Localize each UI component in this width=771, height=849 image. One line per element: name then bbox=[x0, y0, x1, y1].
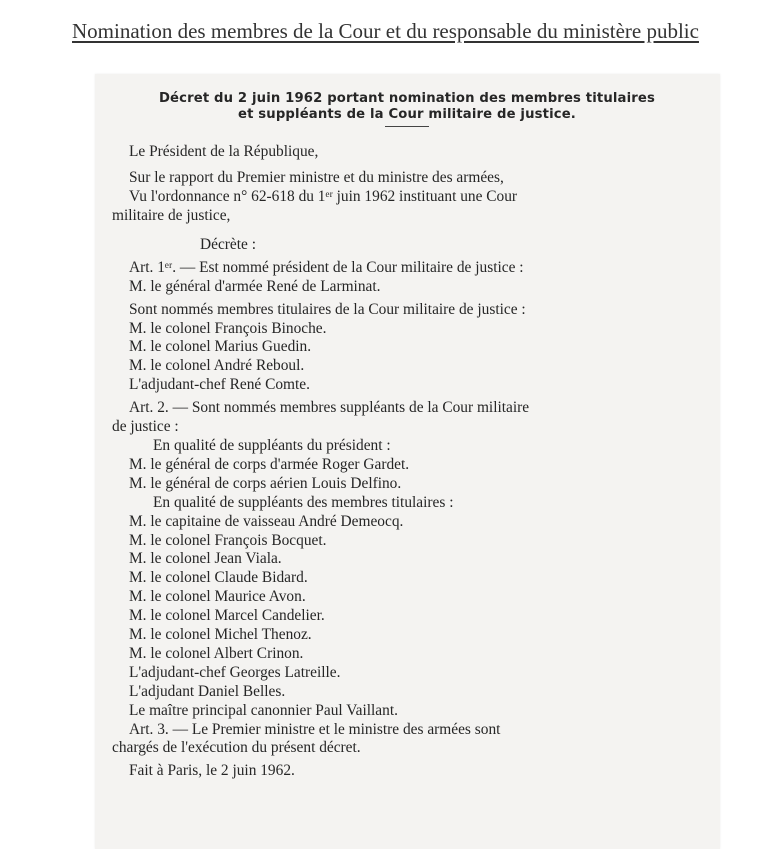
list-item: M. le général de corps d'armée Roger Gardet. bbox=[129, 455, 410, 473]
list-item: L'adjudant-chef René Comte. bbox=[129, 376, 310, 394]
list-item: L'adjudant Daniel Belles. bbox=[129, 682, 286, 700]
list-item: M. le colonel Claude Bidard. bbox=[129, 569, 308, 587]
fait-line: Fait à Paris, le 2 juin 1962. bbox=[129, 762, 295, 780]
titulaires-intro: Sont nommés membres titulaires de la Cour militaire de justice : bbox=[129, 300, 526, 318]
vu-line-2: militaire de justice, bbox=[112, 207, 231, 225]
list-item: M. le colonel André Reboul. bbox=[129, 357, 305, 375]
article-1-president: M. le général d'armée René de Larminat. bbox=[129, 277, 381, 295]
list-item: M. le colonel François Binoche. bbox=[129, 319, 327, 337]
heading-divider bbox=[385, 126, 429, 127]
list-item: M. le colonel François Bocquet. bbox=[129, 531, 327, 549]
list-item: M. le colonel Michel Thenoz. bbox=[129, 626, 312, 644]
titulaires-list bbox=[107, 320, 707, 396]
list-item: M. le colonel Marcel Candelier. bbox=[129, 607, 325, 625]
article-3-line-1: Art. 3. — Le Premier ministre et le ministre des armées sont bbox=[129, 720, 501, 738]
decree-heading bbox=[107, 91, 707, 123]
list-item: M. le colonel Marius Guedin. bbox=[129, 338, 312, 356]
suppleants-titulaires-heading: En qualité de suppléants des membres titulaires : bbox=[153, 493, 454, 511]
article-2-line-2: de justice : bbox=[112, 418, 179, 436]
list-item: M. le colonel Maurice Avon. bbox=[129, 588, 306, 606]
decree-document bbox=[107, 91, 707, 781]
article-2-line-1: Art. 2. — Sont nommés membres suppléants de la Cour militaire bbox=[129, 399, 530, 417]
page-title: Nomination des membres de la Cour et du responsable du ministère public bbox=[72, 19, 699, 43]
list-item: M. le colonel Jean Viala. bbox=[129, 550, 282, 568]
suppleants-president-heading: En qualité de suppléants du président : bbox=[153, 436, 391, 454]
list-item: M. le général de corps aérien Louis Delfino. bbox=[129, 474, 402, 492]
rapport-line: Sur le rapport du Premier ministre et du ministre des armées, bbox=[129, 169, 504, 187]
president-line: Le Président de la République, bbox=[129, 143, 319, 161]
list-item: M. le colonel Albert Crinon. bbox=[129, 644, 304, 662]
decree-heading-line-1: Décret du 2 juin 1962 portant nomination des membres titulaires bbox=[158, 91, 656, 106]
article-3-line-2: chargés de l'exécution du présent décret. bbox=[112, 739, 361, 757]
vu-line-1: Vu l'ordonnance n° 62-618 du 1ᵉʳ juin 1962 instituant une Cour bbox=[129, 188, 518, 206]
decrete-line: Décrète : bbox=[200, 235, 256, 253]
suppleants-titulaires-list bbox=[107, 513, 707, 721]
list-item: M. le capitaine de vaisseau André Demeocq. bbox=[129, 512, 404, 530]
decree-heading-line-2: et suppléants de la Cour militaire de justice. bbox=[238, 107, 576, 122]
list-item: Le maître principal canonnier Paul Vaillant. bbox=[129, 701, 398, 719]
article-1: Art. 1ᵉʳ. — Est nommé président de la Cour militaire de justice : bbox=[129, 258, 524, 276]
suppleants-president-list bbox=[107, 456, 707, 494]
list-item: L'adjudant-chef Georges Latreille. bbox=[129, 663, 341, 681]
